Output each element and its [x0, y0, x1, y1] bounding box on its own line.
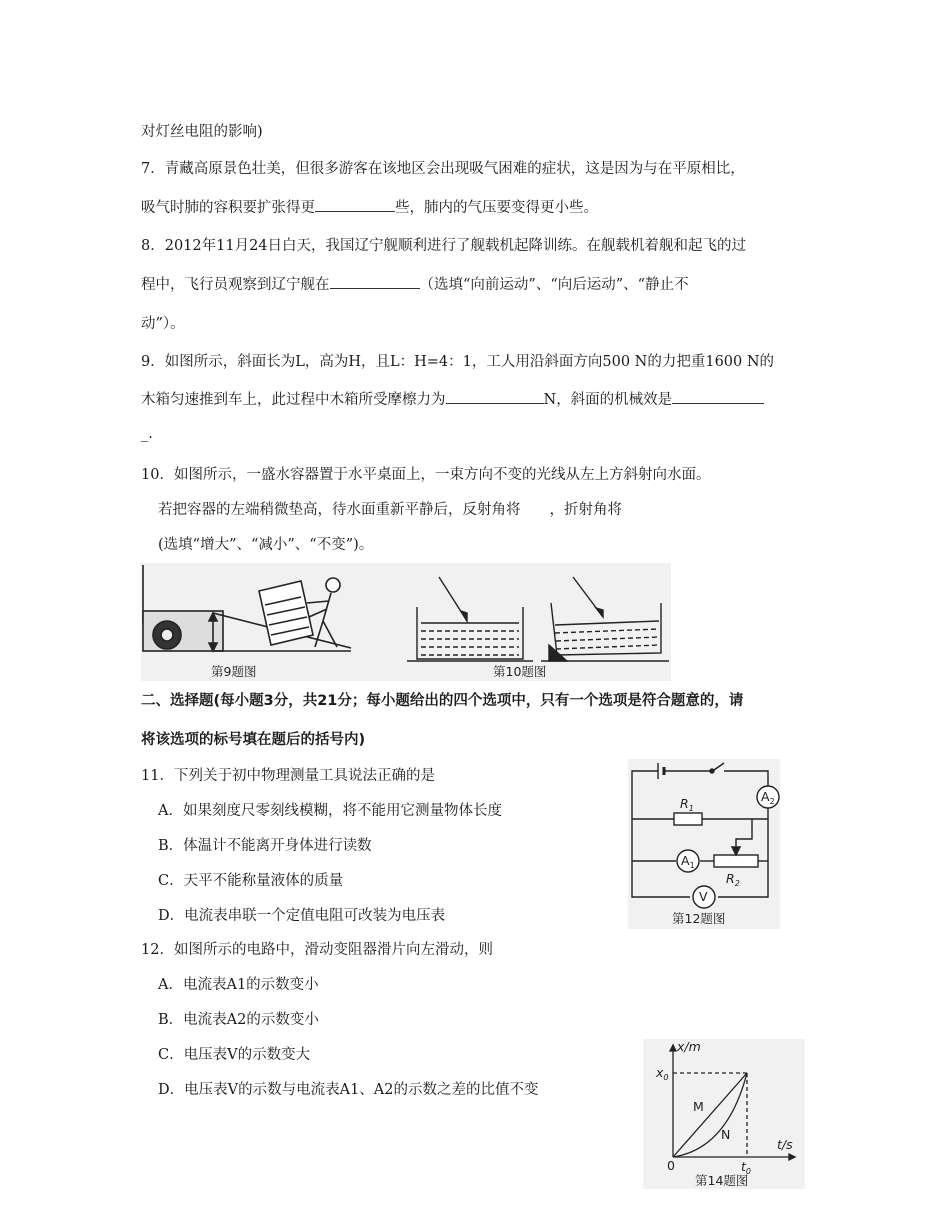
figure-9-caption: 第9题图 [211, 664, 257, 679]
question-9-line-3: _. [141, 426, 153, 442]
figure-14-graph [643, 1039, 805, 1189]
figure-14-caption: 第14题图 [695, 1173, 749, 1188]
figure-9-10-strip [141, 563, 671, 681]
text-line: 对灯丝电阻的影响) [141, 124, 263, 140]
answer-blank [315, 197, 395, 212]
question-9-line-2 [141, 388, 764, 409]
question-11-option-b: B．体温计不能离开身体进行读数 [158, 838, 372, 854]
question-8-line-1: 8．2012年11月24日白天，我国辽宁舰顺利进行了舰载机起降训练。在舰载机着舰和起飞的过 [141, 238, 747, 254]
svg-text:R1: $R_1$ [680, 796, 694, 813]
question-12-option-a: A．电流表A1的示数变小 [158, 977, 319, 993]
text-fragment: 木箱匀速推到车上，此过程中木箱所受摩檫力为 [141, 392, 446, 408]
question-12: 12．如图所示的电路中，滑动变阻器滑片向左滑动，则 [141, 942, 493, 958]
svg-text:t0: $t_0$ [741, 1159, 751, 1176]
answer-blank [672, 389, 764, 404]
question-12-option-d: D．电压表V的示数与电流表A1、A2的示数之差的比值不变 [158, 1082, 539, 1098]
svg-text:x0: $x_0$ [656, 1065, 669, 1082]
question-8-line-2 [141, 273, 689, 294]
answer-blank [446, 389, 544, 404]
question-8-line-3: 动”）。 [141, 316, 185, 332]
text-fragment: N，斜面的机械效是 [543, 392, 673, 408]
question-10-line-2: 若把容器的左端稍微垫高，待水面重新平静后，反射角将 ，折射角将 [158, 502, 622, 518]
text-fragment: 程中，飞行员观察到辽宁舰在 [141, 277, 330, 293]
figure-9 [143, 565, 351, 651]
svg-text:R2: $R_2$ [726, 871, 740, 888]
question-12-option-c: C．电压表V的示数变大 [158, 1047, 311, 1063]
svg-text:A1: $A_1$ [681, 853, 695, 870]
svg-text:t/s: t/s [777, 1137, 793, 1152]
question-11-option-a: A．如果刻度尺零刻线模糊，将不能用它测量物体长度 [158, 803, 502, 819]
section-2-heading-line-2: 将该选项的标号填在题后的括号内) [141, 732, 366, 748]
curve-m-label: M [693, 1099, 704, 1114]
svg-text:x/m: x/m [677, 1039, 701, 1054]
question-7-line-1: 7．青藏高原景色壮美，但很多游客在该地区会出现吸气困难的症状，这是因为与在平原相比， [141, 161, 745, 177]
question-11: 11．下列关于初中物理测量工具说法正确的是 [141, 768, 435, 784]
svg-text:0: 0 [667, 1158, 675, 1173]
question-12-option-b: B．电流表A2的示数变小 [158, 1012, 319, 1028]
question-11-option-d: D．电流表串联一个定值电阻可改装为电压表 [158, 908, 446, 924]
question-11-option-c: C．天平不能称量液体的质量 [158, 873, 344, 889]
svg-text:V: V [699, 889, 708, 904]
curve-n-label: N [721, 1127, 731, 1142]
answer-blank [330, 274, 420, 289]
figure-10 [407, 577, 669, 661]
figure-12-circuit [628, 759, 780, 929]
text-fragment: 些，肺内的气压要变得更小些。 [395, 200, 598, 216]
figure-10-caption: 第10题图 [493, 664, 547, 679]
text-fragment: （选填“向前运动”、“向后运动”、“静止不 [419, 277, 689, 293]
text-fragment: 吸气时肺的容积要扩张得更 [141, 200, 315, 216]
question-7-line-2 [141, 196, 598, 217]
question-9-line-1: 9．如图所示，斜面长为L，高为H，且L：H=4：1，工人用沿斜面方向500 N的力把重1600 N的 [141, 354, 775, 370]
svg-text:A2: $A_2$ [761, 789, 775, 806]
figure-12-caption: 第12题图 [672, 911, 726, 926]
question-10-line-3: (选填“增大”、“减小”、“不变”)。 [158, 537, 374, 553]
section-2-heading-line-1: 二、选择题(每小题3分，共21分；每小题给出的四个选项中，只有一个选项是符合题意的，请 [141, 693, 744, 709]
question-10-line-1: 10．如图所示，一盛水容器置于水平桌面上，一束方向不变的光线从左上方斜射向水面。 [141, 467, 711, 483]
